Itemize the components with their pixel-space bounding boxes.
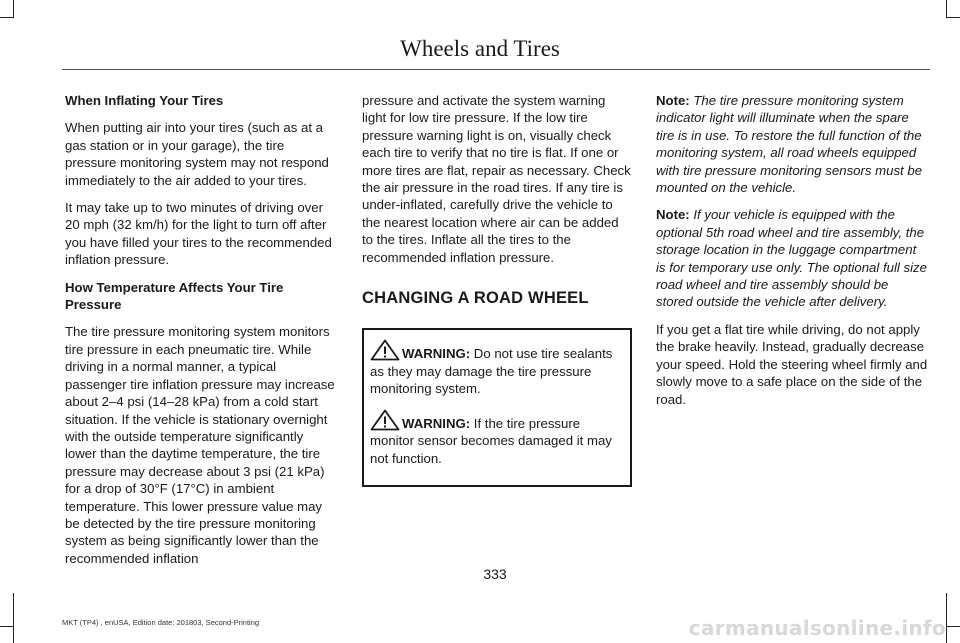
note-label: Note: [656,93,690,108]
crop-mark [13,0,14,18]
column-middle [362,92,632,487]
warning-label: WARNING: [402,415,471,431]
crop-mark [0,17,14,18]
warning-triangle-icon [370,339,400,361]
crop-mark [0,626,14,627]
warning-text: If the tire pressure monitor sensor becomes damaged it may not function. [370,415,612,466]
paragraph: If you get a flat tire while driving, do not apply the brake heavily. Instead, gradually decrease your speed. Hold the steering wheel firmly and slowly move to a safe place on the side of the road. [656,321,928,407]
watermark: carmanualsonline.info [688,616,946,640]
subheading-inflating: When Inflating Your Tires [65,93,224,108]
crop-mark [946,593,947,643]
column-left [65,92,337,577]
crop-mark [13,593,14,643]
note-label: Note: [656,207,690,223]
crop-mark [946,0,947,18]
note-text: The tire pressure monitoring system indicator light will illuminate when the spare tire is in use. To restore the full function of the monitoring system, all road wheels equipped with tire pressure monitoring sensors must be mounted on the vehicle. [656,93,923,196]
crop-mark [946,626,960,627]
note [656,206,928,310]
subheading-temperature: How Temperature Affects Your Tire Pressure [65,279,284,313]
paragraph: When putting air into your tires (such as at a gas station or in your garage), the tire pressure monitoring system may not respond immediately to the air added to your tires. [65,120,329,188]
header-rule [62,69,930,70]
crop-mark [946,17,960,18]
warning-text: Do not use tire sealants as they may damage the tire pressure monitoring system. [370,346,613,397]
page-number: 333 [483,566,507,582]
warning-box [362,328,632,486]
paragraph: The tire pressure monitoring system monitors tire pressure in each pneumatic tire. While driving in a normal manner, a typical passenger tire inflation pressure may increase about 2–4 psi (14–28 kPa) from a cold start situation. If the vehicle is stationary overnight with the outside temperature significantly lower than the daytime temperature, the tire pressure may decrease about 3 psi (21 kPa) for a drop of 30°F (17°C) in ambient temperature. This lower pressure value may be detected by the tire pressure monitoring system as being significantly lower than the recommended inflation [65,324,335,566]
paragraph: It may take up to two minutes of driving over 20 mph (32 km/h) for the light to turn off after you have filled your tires to the recommended inflation pressure. [65,200,332,268]
warning-item [370,339,625,397]
warning-label: WARNING: [402,346,471,362]
paragraph: pressure and activate the system warning light for low tire pressure. If the low tire pressure warning light is on, visually check each tire to verify that no tire is flat. If one or more tires are flat, repair as necessary. Check the air pressure in the road tires. If any tire is under-inflated, carefully drive the vehicle to the nearest location where air can be added to the tires. Inflate all the tires to the recommended inflation pressure. [362,93,631,265]
section-title: CHANGING A ROAD WHEEL [362,289,589,308]
edition-info: MKT (TP4) , enUSA, Edition date: 201803, Second-Printing [62,618,260,627]
warning-item [370,409,625,467]
note [656,92,928,196]
page-title: Wheels and Tires [400,36,560,61]
column-right [656,92,928,418]
warning-triangle-icon [370,409,400,431]
note-text: If your vehicle is equipped with the optional 5th road wheel and tire assembly, the storage location in the luggage compartment is for temporary use only. The optional full size road wheel and tire assembly should be stored outside the vehicle after delivery. [656,207,927,310]
